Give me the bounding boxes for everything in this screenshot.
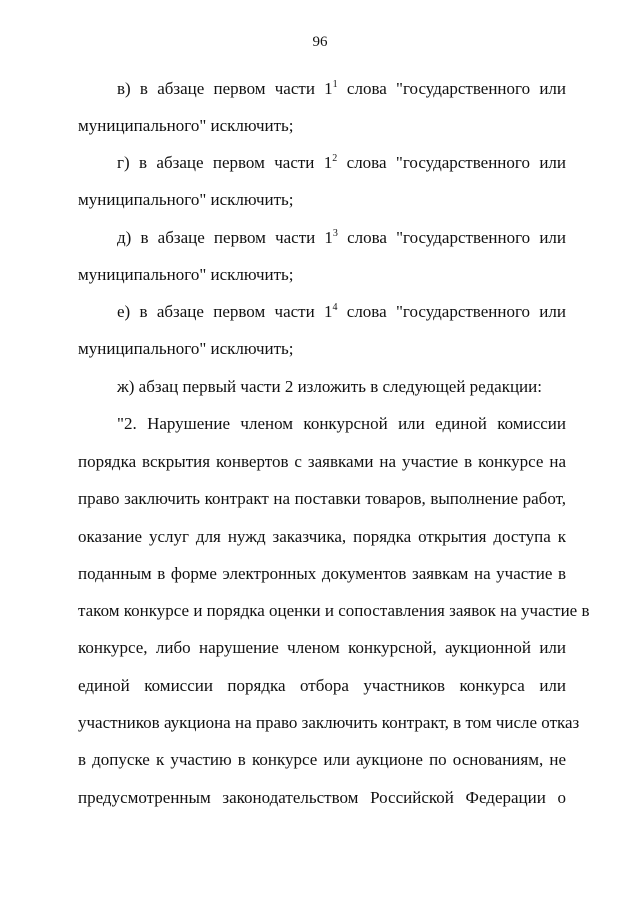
quote-line: конкурсе, либо нарушение членом конкурсной, аукционной или <box>78 638 566 657</box>
quote-line: оказание услуг для нужд заказчика, порядка открытия доступа к <box>78 527 566 546</box>
superscript: 4 <box>332 302 338 313</box>
item-continuation: муниципального" исключить; <box>78 116 294 135</box>
quote-line: в допуске к участию в конкурсе или аукционе по основаниям, не <box>78 750 566 769</box>
amendment-item-d <box>117 228 566 248</box>
amendment-item-v <box>117 79 566 99</box>
quote-line: право заключить контракт на поставки товаров, выполнение работ, <box>78 489 566 508</box>
quote-line: "2. Нарушение членом конкурсной или единой комиссии <box>117 414 566 433</box>
item-text: слова "государственного или <box>337 153 566 172</box>
item-continuation: муниципального" исключить; <box>78 265 294 284</box>
amendment-item-e <box>117 302 566 322</box>
quote-line: единой комиссии порядка отбора участников конкурса или <box>78 676 566 695</box>
quote-line: поданным в форме электронных документов заявкам на участие в <box>78 564 566 583</box>
item-text: слова "государственного или <box>337 79 566 98</box>
superscript: 3 <box>332 228 338 239</box>
amendment-item-g <box>117 153 566 173</box>
item-text: слова "государственного или <box>337 228 566 247</box>
page-number: 96 <box>312 34 328 50</box>
quote-line: предусмотренным законодательством Российской Федерации о <box>78 788 566 807</box>
item-text: слова "государственного или <box>337 302 566 321</box>
item-text: е) в абзаце первом части 1 <box>117 302 333 321</box>
item-text: в) в абзаце первом части 1 <box>117 79 333 98</box>
amendment-item-zh: ж) абзац первый части 2 изложить в следующей редакции: <box>117 377 542 396</box>
quote-line: порядка вскрытия конвертов с заявками на участие в конкурсе на <box>78 452 566 471</box>
item-text: г) в абзаце первом части 1 <box>117 153 333 172</box>
item-text: д) в абзаце первом части 1 <box>117 228 333 247</box>
quote-line: таком конкурсе и порядка оценки и сопоставления заявок на участие в <box>78 601 590 620</box>
superscript: 2 <box>332 153 338 164</box>
quote-line: участников аукциона на право заключить контракт, в том числе отказ <box>78 713 580 732</box>
item-continuation: муниципального" исключить; <box>78 190 294 209</box>
item-continuation: муниципального" исключить; <box>78 339 294 358</box>
superscript: 1 <box>332 79 338 90</box>
